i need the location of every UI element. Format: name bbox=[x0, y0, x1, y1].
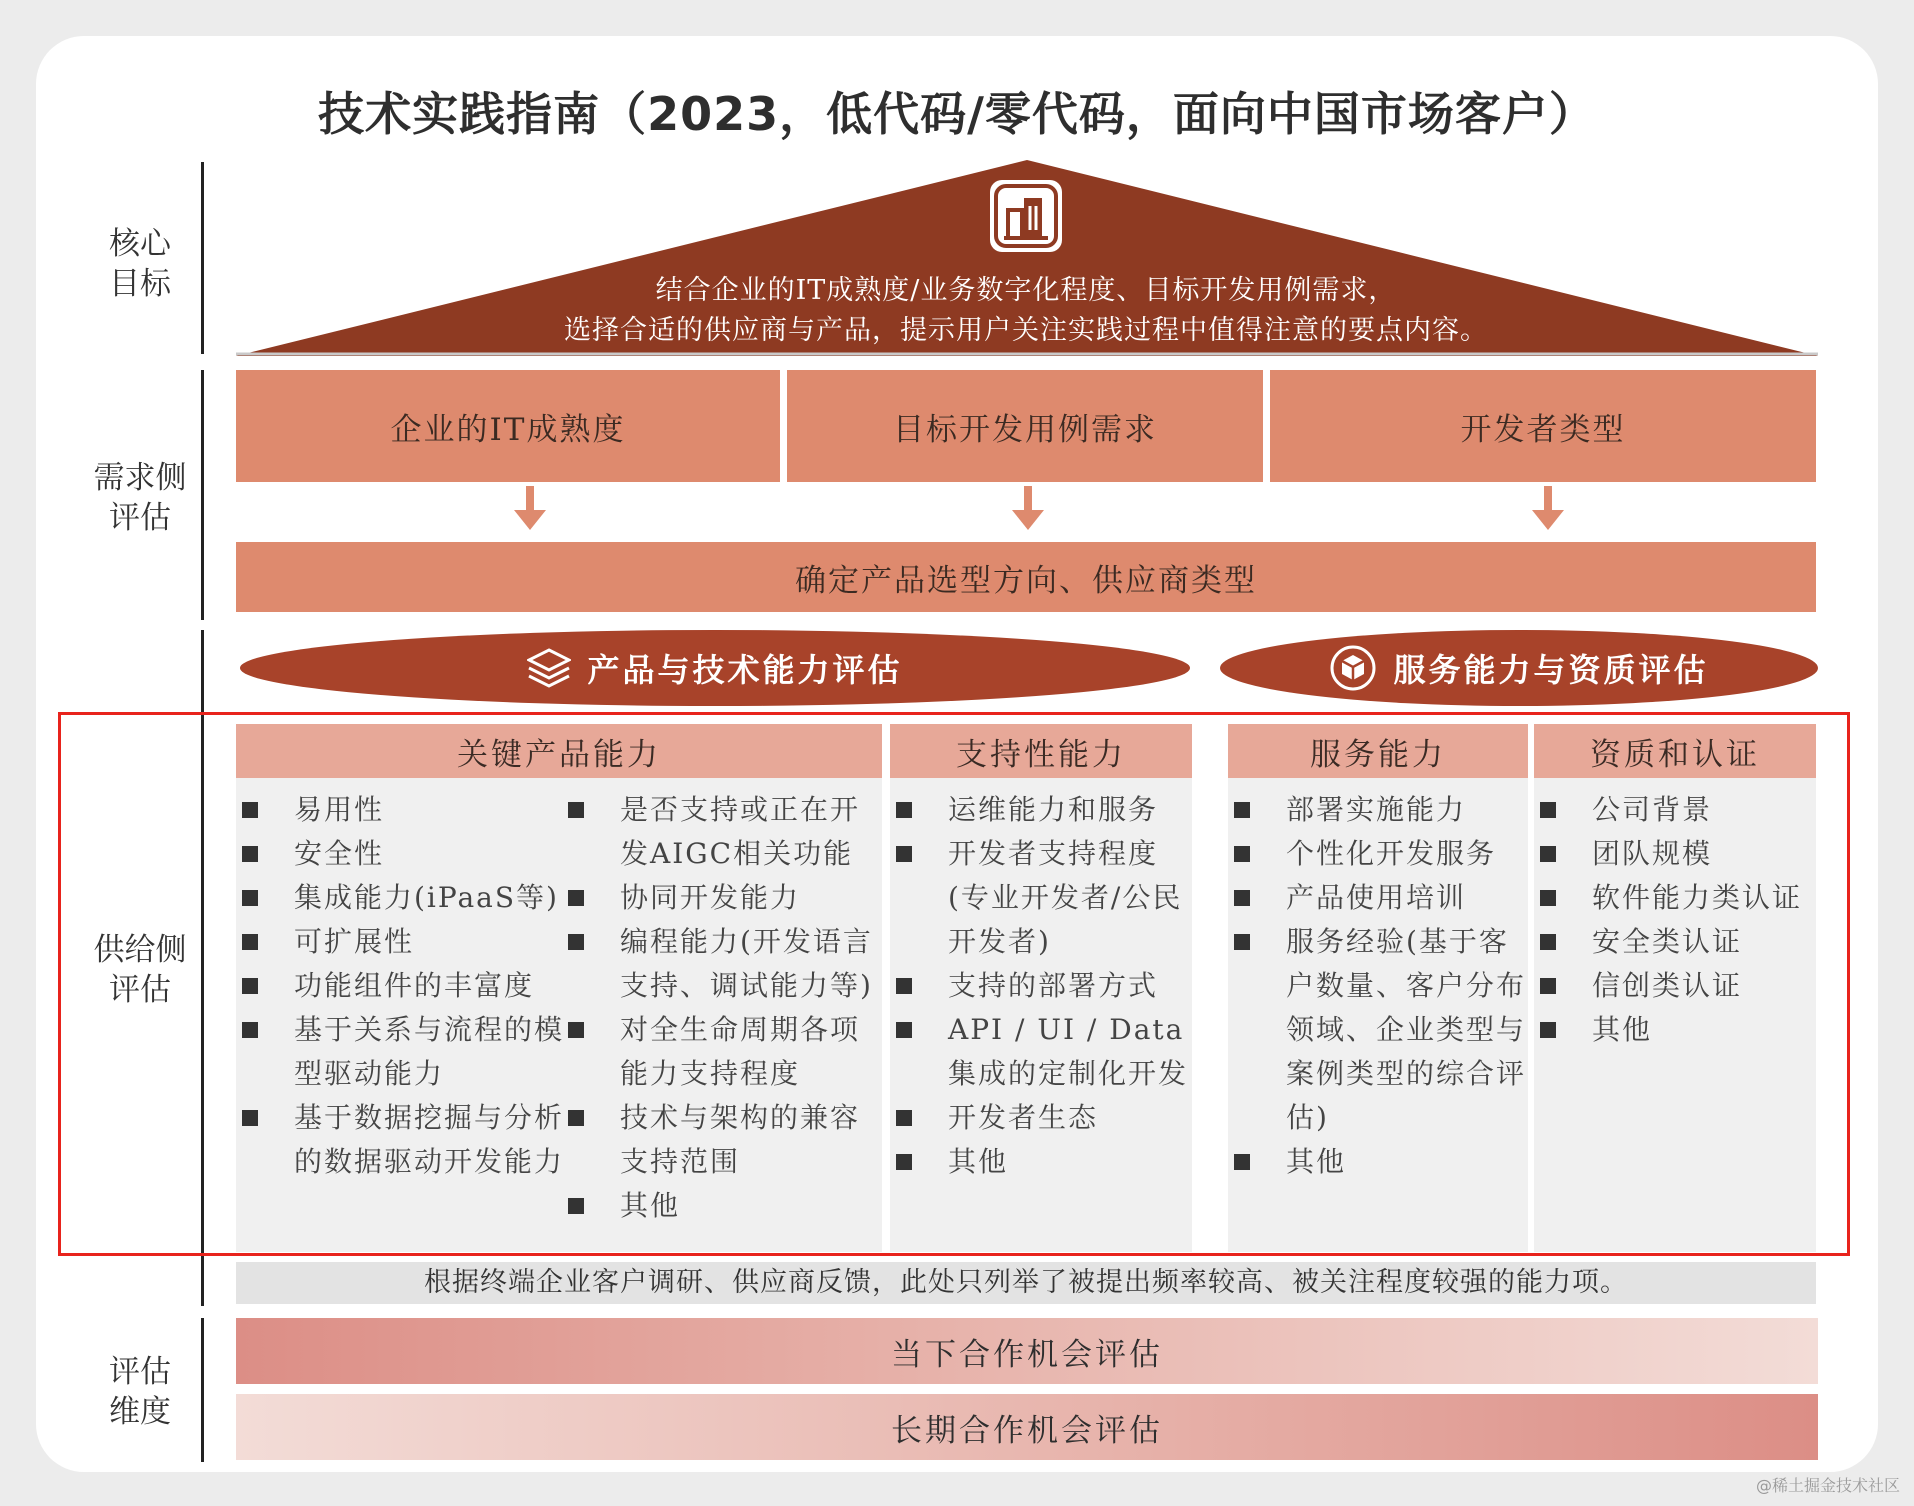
demand-box-use-case: 目标开发用例需求 bbox=[787, 370, 1263, 482]
side-label-line: 需求侧 bbox=[93, 460, 187, 496]
column-header-key-product: 关键产品能力 bbox=[236, 724, 882, 778]
list-item: 其他 bbox=[894, 1140, 1192, 1184]
list-item: 软件能力类认证 bbox=[1538, 876, 1816, 920]
footnote: 根据终端企业客户调研、供应商反馈，此处只列举了被提出频率较高、被关注程度较强的能力项。 bbox=[236, 1262, 1816, 1304]
list-item: 开发者生态 bbox=[894, 1096, 1192, 1140]
list-item: 部署实施能力 bbox=[1232, 788, 1528, 832]
side-label-demand bbox=[80, 458, 200, 538]
side-label-line: 评估 bbox=[109, 500, 171, 536]
list-item: 是否支持或正在开发AIGC相关功能 bbox=[566, 788, 882, 876]
list-item: 其他 bbox=[1538, 1008, 1816, 1052]
down-arrow-icon bbox=[1010, 486, 1046, 532]
column-header-support: 支持性能力 bbox=[890, 724, 1192, 778]
list-item: 运维能力和服务 bbox=[894, 788, 1192, 832]
decision-bar: 确定产品选型方向、供应商类型 bbox=[236, 542, 1816, 612]
page-title: 技术实践指南（2023，低代码/零代码，面向中国市场客户） bbox=[318, 87, 1596, 141]
side-label-line: 目标 bbox=[109, 266, 171, 302]
list-item: 团队规模 bbox=[1538, 832, 1816, 876]
list-item: 其他 bbox=[1232, 1140, 1528, 1184]
side-label-line: 核心 bbox=[109, 226, 171, 262]
dimension-bar-long-term: 长期合作机会评估 bbox=[236, 1394, 1818, 1460]
list-item: 信创类认证 bbox=[1538, 964, 1816, 1008]
list-item: API / UI / Data集成的定制化开发 bbox=[894, 1008, 1192, 1096]
list-item: 基于关系与流程的模型驱动能力 bbox=[240, 1008, 566, 1096]
list-item: 对全生命周期各项能力支持程度 bbox=[566, 1008, 882, 1096]
list-item: 编程能力(开发语言支持、调试能力等) bbox=[566, 920, 882, 1008]
down-arrow-icon bbox=[1530, 486, 1566, 532]
list-item: 其他 bbox=[566, 1184, 882, 1228]
list-item: 个性化开发服务 bbox=[1232, 832, 1528, 876]
dimension-bar-current: 当下合作机会评估 bbox=[236, 1318, 1818, 1384]
pill-label: 服务能力与资质评估 bbox=[1393, 651, 1709, 689]
divider-line bbox=[201, 1318, 204, 1462]
layers-icon bbox=[527, 648, 571, 688]
pill-product-tech bbox=[240, 630, 1190, 706]
column-header-service: 服务能力 bbox=[1228, 724, 1528, 778]
pill-label: 产品与技术能力评估 bbox=[587, 651, 903, 689]
list-item: 产品使用培训 bbox=[1232, 876, 1528, 920]
list-item: 基于数据挖掘与分析的数据驱动开发能力 bbox=[240, 1096, 566, 1184]
side-label-line: 评估 bbox=[109, 972, 171, 1008]
building-icon bbox=[990, 180, 1062, 252]
list-item: 技术与架构的兼容支持范围 bbox=[566, 1096, 882, 1184]
demand-box-developer-type: 开发者类型 bbox=[1270, 370, 1816, 482]
list-item: 集成能力(iPaaS等) bbox=[240, 876, 566, 920]
list-item: 易用性 bbox=[240, 788, 566, 832]
cube-icon bbox=[1329, 644, 1377, 692]
side-label-line: 维度 bbox=[109, 1394, 171, 1430]
list-item: 支持的部署方式 bbox=[894, 964, 1192, 1008]
column-header-qualification: 资质和认证 bbox=[1534, 724, 1816, 778]
list-item: 功能组件的丰富度 bbox=[240, 964, 566, 1008]
list-item: 可扩展性 bbox=[240, 920, 566, 964]
watermark: @稀土掘金技术社区 bbox=[1755, 1476, 1900, 1495]
roof-text-line1: 结合企业的IT成熟度/业务数字化程度、目标开发用例需求， bbox=[655, 275, 1397, 306]
list-item: 协同开发能力 bbox=[566, 876, 882, 920]
side-label-core-goal bbox=[80, 224, 200, 304]
roof-text-line2: 选择合适的供应商与产品，提示用户关注实践过程中值得注意的要点内容。 bbox=[564, 315, 1488, 346]
list-item: 服务经验(基于客户数量、客户分布领域、企业类型与案例类型的综合评估) bbox=[1232, 920, 1528, 1140]
divider-line bbox=[201, 370, 204, 620]
list-item: 公司背景 bbox=[1538, 788, 1816, 832]
list-item: 开发者支持程度(专业开发者/公民开发者) bbox=[894, 832, 1192, 964]
divider-line bbox=[201, 162, 204, 354]
down-arrow-icon bbox=[512, 486, 548, 532]
list-item: 安全类认证 bbox=[1538, 920, 1816, 964]
side-label-line: 评估 bbox=[109, 1354, 171, 1390]
side-label-dimension bbox=[80, 1352, 200, 1432]
list-item: 安全性 bbox=[240, 832, 566, 876]
side-label-line: 供给侧 bbox=[93, 932, 187, 968]
demand-box-it-maturity: 企业的IT成熟度 bbox=[236, 370, 780, 482]
highlight-frame bbox=[58, 712, 1850, 1256]
pill-service-qualification bbox=[1220, 630, 1818, 706]
